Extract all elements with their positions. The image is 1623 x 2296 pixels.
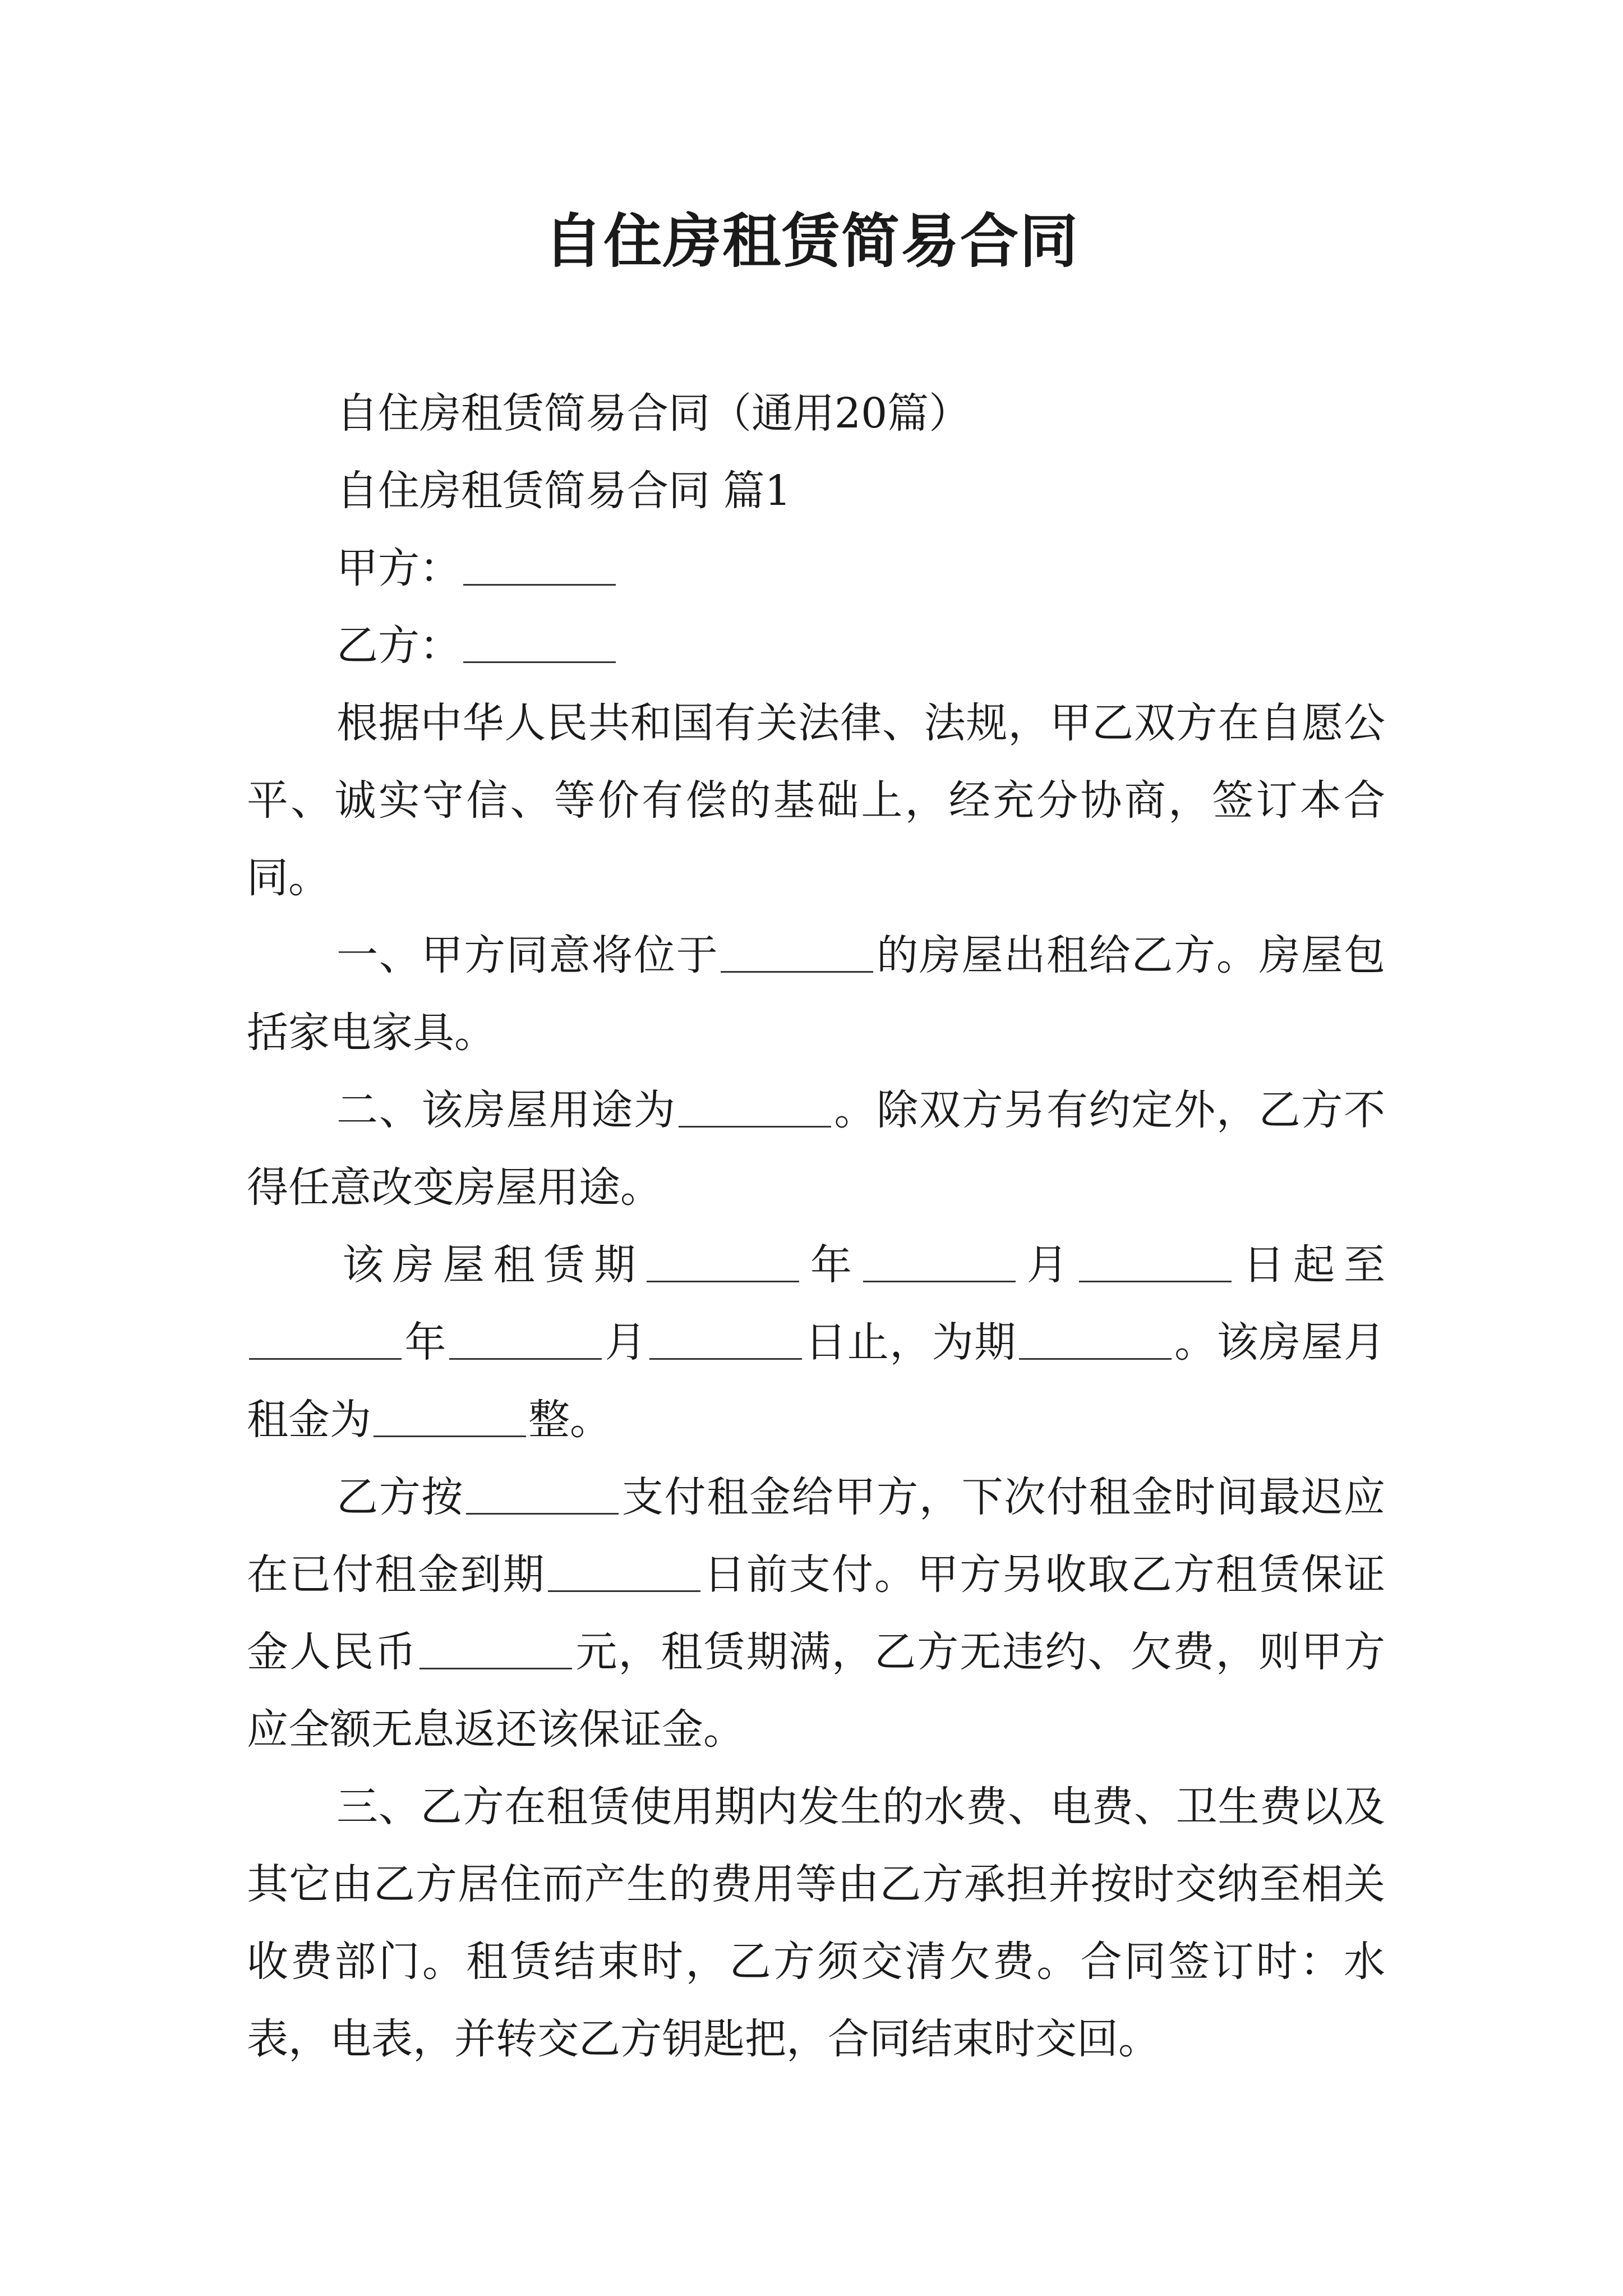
end-day-blank <box>649 1324 802 1360</box>
term-paragraph <box>247 1226 1385 1458</box>
start-year-blank <box>647 1247 799 1282</box>
term-length-blank <box>1019 1324 1172 1360</box>
party-b-label: 乙方： <box>336 622 461 670</box>
document-title: 自住房租赁简易合同 <box>543 206 1079 275</box>
payment-days-blank <box>548 1557 700 1592</box>
house-location-blank <box>721 937 873 973</box>
term-text-8: 。该房屋月租金为 <box>247 1318 1386 1444</box>
preamble-paragraph: 根据中华人民共和国有关法律、法规，甲乙双方在自愿公平、诚实守信、等价有偿的基础上，经充分协商，签订本合同。 <box>247 699 1385 902</box>
house-usage-blank <box>679 1092 831 1128</box>
document-body <box>247 375 1385 2078</box>
term-text-1: 该房屋租赁期 <box>342 1241 645 1289</box>
term-text-4: 日起至 <box>1234 1241 1386 1289</box>
term-text-9: 整。 <box>528 1396 611 1444</box>
start-day-blank <box>1079 1247 1232 1282</box>
term-text-7: 日止，为期 <box>804 1318 1017 1366</box>
monthly-rent-blank <box>374 1402 526 1437</box>
term-text-3: 月 <box>1017 1241 1077 1289</box>
payment-text-3: 日前支付。甲方另收取乙方租赁保证金人民币 <box>247 1550 1385 1676</box>
clause-1-text-b: 的房屋出租给乙方。房屋包括家电家具。 <box>247 931 1386 1057</box>
clause-3-paragraph: 三、乙方在租赁使用期内发生的水费、电费、卫生费以及其它由乙方居住而产生的费用等由乙方承担并按时交纳至相关收费部门。租赁结束时，乙方须交清欠费。合同签订时：水表，电表，并转交乙方钥匙把，合同结束时交回。 <box>247 1783 1385 2063</box>
party-a-line <box>247 530 1385 607</box>
clause-1-paragraph <box>247 917 1385 1071</box>
start-month-blank <box>863 1247 1016 1282</box>
payment-cycle-blank <box>466 1479 619 1515</box>
end-month-blank <box>449 1324 602 1360</box>
payment-text-4: 元，租赁期满，乙方无违约、欠费，则甲方应全额无息返还该保证金。 <box>247 1628 1386 1754</box>
party-b-line <box>247 607 1385 684</box>
term-text-5: 年 <box>404 1318 447 1366</box>
party-a-label: 甲方： <box>336 544 461 592</box>
subtitle: 自住房租赁简易合同（通用20篇） <box>336 389 971 438</box>
clause-1-text-a: 一、甲方同意将位于 <box>336 931 719 979</box>
term-text-6: 月 <box>603 1318 647 1366</box>
payment-text-2: 支付租金给甲方，下次付租金时间最迟应在已付租金到期 <box>247 1473 1386 1599</box>
clause-2-paragraph <box>247 1071 1385 1226</box>
end-year-blank <box>249 1324 402 1360</box>
payment-text-1: 乙方按 <box>336 1473 464 1521</box>
party-a-blank <box>463 550 616 586</box>
deposit-amount-blank <box>419 1634 572 1669</box>
section-heading: 自住房租赁简易合同 篇1 <box>336 467 791 515</box>
payment-paragraph <box>247 1458 1385 1768</box>
party-b-blank <box>463 628 616 663</box>
clause-2-text-a: 二、该房屋用途为 <box>336 1086 676 1134</box>
clause-2-text-b: 。除双方另有约定外，乙方不得任意改变房屋用途。 <box>247 1086 1386 1212</box>
term-text-2: 年 <box>801 1241 861 1289</box>
